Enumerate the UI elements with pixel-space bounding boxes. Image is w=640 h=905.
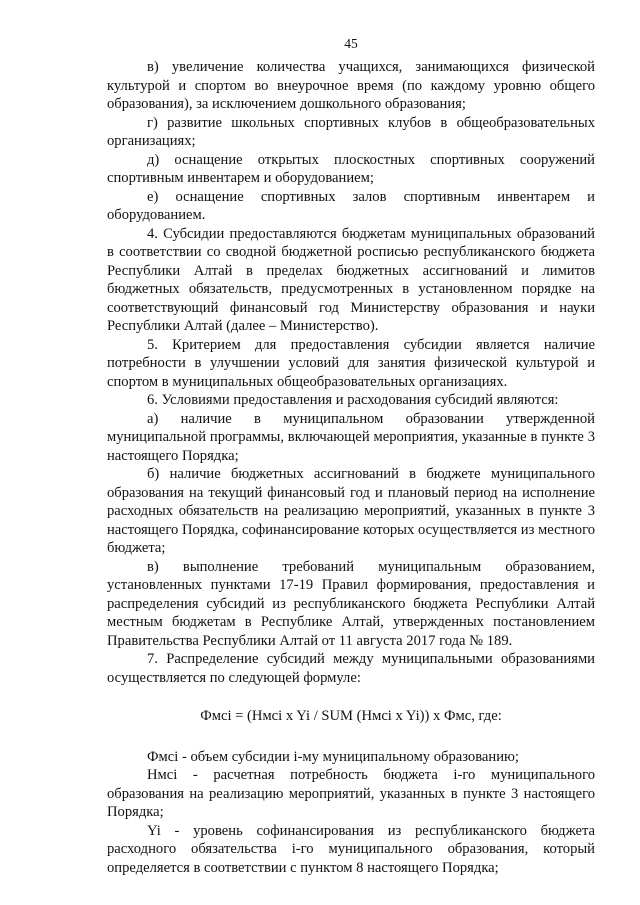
definition-fmsi: Фмсi - объем субсидии i-му муниципальному образованию; — [147, 748, 519, 765]
paragraph-e-sport-halls: е) оснащение спортивных залов спортивным инвентарем и оборудованием. — [107, 188, 595, 223]
paragraph-4-subsidies: 4. Субсидии предоставляются бюджетам муниципальных образований в соответствии со сводной бюджетной росписью республиканского бюджета Республики Алтай в пределах бюджетных ассигнований и лимитов бюджетных обязательств, предусмотренных в установленном порядке на соответствующий финансовый год Министерству образования и науки Республики Алтай (далее – Министерство). — [107, 225, 595, 334]
paragraph-v-requirements: в) выполнение требований муниципальным образованием, установленных пунктами 17-19 Правил формирования, предоставления и распределения субсидий из республиканского бюджета Республики Алтай местным бюджетам в Республике Алтай, утвержденных постановлением Правительства Республики Алтай от 11 августа 2017 года № 189. — [107, 558, 595, 649]
document-body — [107, 58, 595, 877]
paragraph-a-program: а) наличие в муниципальном образовании утвержденной муниципальной программы, включающей мероприятия, указанные в пункте 3 настоящего Порядка; — [107, 410, 595, 464]
paragraph-6-conditions: 6. Условиями предоставления и расходования субсидий являются: — [147, 392, 559, 408]
paragraph-v-increase-students: в) увеличение количества учащихся, занимающихся физической культурой и спортом во внеурочное время (по каждому уровню общего образования), за исключением дошкольного образования; — [107, 59, 595, 112]
paragraph-g-school-sport-clubs: г) развитие школьных спортивных клубов в общеобразовательных организациях; — [107, 114, 595, 149]
paragraph-b-budget: б) наличие бюджетных ассигнований в бюджете муниципального образования на текущий финансовый год и плановый период на исполнение расходных обязательств на реализацию мероприятий, указанных в пункте 3 настоящего Порядка, софинансирование которых осуществляется из местного бюджета; — [107, 466, 595, 556]
distribution-formula: Фмсi = (Нмсi x Yi / SUM (Нмсi x Yi)) x Фмс, где: — [200, 708, 502, 724]
paragraph-5-criterion: 5. Критерием для предоставления субсидии является наличие потребности в улучшении условий для занятия физической культурой и спортом в муниципальных общеобразовательных организациях. — [107, 336, 595, 390]
definition-yi: Yi - уровень софинансирования из республиканского бюджета расходного обязательства i-го муниципального образования, который определяется в соответствии с пунктом 8 настоящего Порядка; — [107, 822, 595, 876]
paragraph-d-outdoor-facilities: д) оснащение открытых плоскостных спортивных сооружений спортивным инвентарем и оборудованием; — [107, 151, 595, 186]
paragraph-7-distribution: 7. Распределение субсидий между муниципальными образованиями осуществляется по следующей формуле: — [107, 651, 595, 686]
page-number: 45 — [344, 36, 358, 51]
definition-nmsi: Нмсi - расчетная потребность бюджета i-го муниципального образования на реализацию мероприятий, указанных в пункте 3 настоящего Порядка; — [107, 767, 595, 820]
